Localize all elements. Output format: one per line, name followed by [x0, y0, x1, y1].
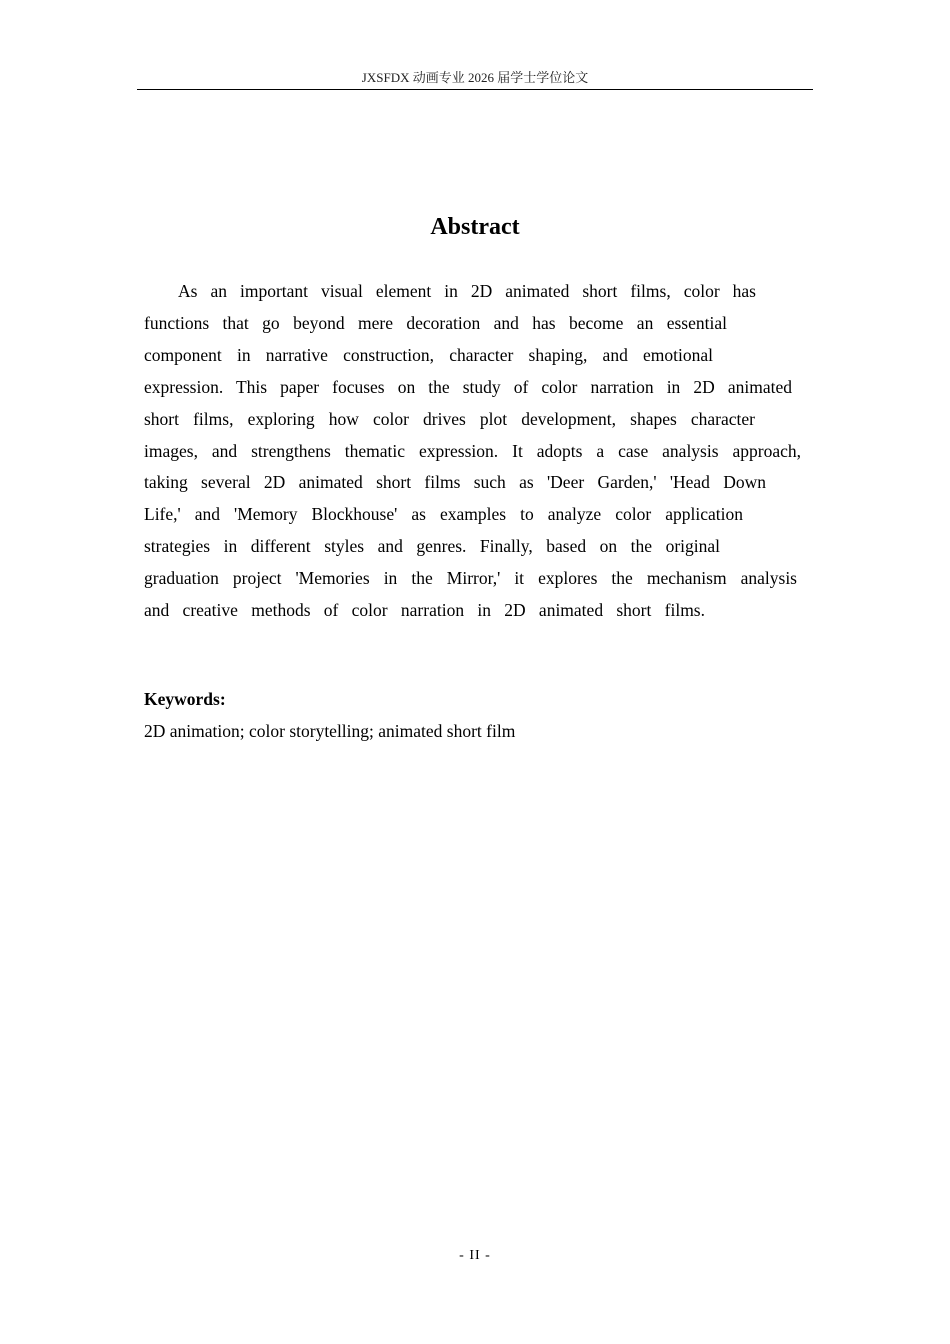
page-number: - II -: [459, 1248, 491, 1263]
abstract-line: Life,' and 'Memory Blockhouse' as examples to analyze color application: [144, 504, 743, 525]
abstract-line: graduation project 'Memories in the Mirror,' it explores the mechanism analysis: [144, 568, 797, 589]
abstract-line: component in narrative construction, character shaping, and emotional: [144, 344, 713, 365]
abstract-body: [144, 276, 804, 627]
abstract-line: and creative methods of color narration in 2D animated short films.: [144, 600, 705, 621]
abstract-line: strategies in different styles and genres. Finally, based on the original: [144, 536, 720, 557]
abstract-line: As an important visual element in 2D animated short films, color has: [178, 281, 756, 301]
keywords-text: 2D animation; color storytelling; animated short film: [144, 721, 516, 741]
abstract-title: Abstract: [430, 214, 520, 240]
keywords-label: Keywords:: [144, 689, 226, 709]
abstract-line: images, and strengthens thematic expression. It adopts a case analysis approach,: [144, 440, 801, 461]
abstract-line: short films, exploring how color drives plot development, shapes character: [144, 408, 755, 429]
running-header: JXSFDX 动画专业 2026 届学士学位论文: [137, 69, 813, 90]
abstract-line: functions that go beyond mere decoration and has become an essential: [144, 312, 727, 333]
abstract-line: expression. This paper focuses on the study of color narration in 2D animated: [144, 376, 792, 397]
abstract-line: taking several 2D animated short films such as 'Deer Garden,' 'Head Down: [144, 472, 766, 493]
